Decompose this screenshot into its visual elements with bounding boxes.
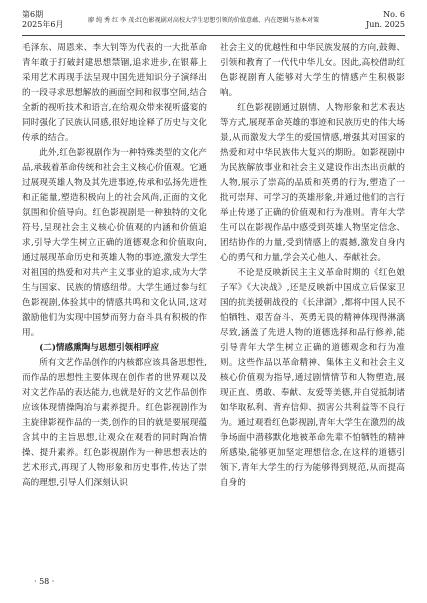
paragraph: 不论是反映新民主主义革命时期的《红色娘子军》《大决战》,还是反映新中国成立后保家卫国的抗美援朝战役的《长津湖》,都将中国人民不怕牺牲、艰苦奋斗、英勇无畏的精神体现得淋漓尽致,涵盖了先进人物的道德选择和品行修养,能引导青年大学生树立正确的道德观念和行为准则。这些作品以革命精神、集体主义和社会主义核心价值观为指导,通过剧情情节和人物塑造,展现正直、勇敢、奉献、友爱等美德,并自觉抵制诸如华取私利、背弃信仰、损害公共利益等不良行为。通过观看红色影视剧,青年大学生在激烈的战争场面中潜移默化地被革命先辈不怕牺牲的精神所感染,能够更加坚定理想信念,在这样的道德引领下,青年大学生的行为能够得到规范,从而提高自身的 [220,268,405,488]
issue-cn: 第6期 [22,10,44,19]
paragraph: 所有文艺作品创作的内核都应该具备思想性,而作品的思想性主要体现在创作者的世界观以及对文艺作品的表达能力,也就是好的文艺作品创作应该体现情操陶冶与素养提升。红色影视剧作为主旋律影视作品的一类,创作的目的就是要展现蕴含其中的主旨思想,让观众在观看的同时陶冶情操、提升素养。红色影视剧作为一种思想表达的艺术形式,再现了人物形象和历史事件,传达了崇高的理想,引导人们深刻认识 [22,358,207,488]
paragraph-continued: 毛泽东、周恩来、李大钊等为代表的一大批革命青年敢于打破封建思想禁锢,追求进步,在银幕上采用艺术再现手法呈现中国先进知识分子演绎出的一段寻求思想解放的画面空间和叙事空间,结合全新的视听技术和语言,在给观众带来视听盛宴的同时强化了民族认同感,很好地诠释了历史与文化传承的结合。 [22,43,207,143]
page-header [22,10,405,36]
left-column [22,41,207,491]
paragraph-continued: 社会主义的优越性和中华民族发展的方向,鼓舞、引领和教育了一代代中华儿女。因此,高校借助红色影视剧育人能够对大学生的情感产生积极影响。 [220,43,405,98]
paragraph: 此外,红色影视剧作为一种特殊类型的文化产品,承载着革命传统和社会主义核心价值观。它通过展现英雄人物及其先进事迹,传承和弘扬先进性和正能量,塑造积极向上的社会风尚,正面的文化氛围和价值导向。红色影视剧是一种独特的文化符号,呈现社会主义核心价值观的内涵和价值追求,引导大学生树立正确的道德观念和价值取向,通过展现革命历史和英雄人物的事迹,激发大学生对祖国的热爱和对共产主义事业的追求,成为大学生与国家、民族的情感纽带。大学生通过参与红色影视剧,体验其中的情感共鸣和文化认同,这对激励他们为实现中国梦而努力奋斗具有积极的作用。 [22,148,207,338]
date-en: Jun. 2025 [366,20,405,29]
page-number: · 58 · [34,577,55,586]
header-left [22,10,63,30]
header-right [366,10,405,30]
running-title: 廖 纯 秀 红 李 茂:红色影视剧对高校大学生思想引领的价值意蕴、内在逻辑与基本对策 [88,17,320,24]
section-heading: (二)情感熏陶与思想引领相呼应 [39,343,160,353]
issue-en: No. 6 [383,10,405,19]
header-rule [22,35,405,36]
right-column [220,41,405,491]
date-cn: 2025年6月 [22,20,64,29]
paragraph: 红色影视剧通过剧情、人物形象和艺术表达等方式,展现革命英雄的事迹和民族历史的伟大场景,从而激发大学生的爱国情感,增强其对国家的热爱和对中华民族伟大复兴的期盼。如影视剧中为民族解放事业和社会主义建设作出杰出贡献的人物,展示了崇高的品质和英勇的行为,塑造了一批可崇拜、可学习的英雄形象,并通过他们的言行举止传递了正确的价值观和行为准则。青年大学生可以在影视作品中感受到英雄人物坚定信念、团结协作的力量,受到情感上的震撼,激发自身内心的勇气和力量,学会关心他人、奉献社会。 [220,103,405,263]
